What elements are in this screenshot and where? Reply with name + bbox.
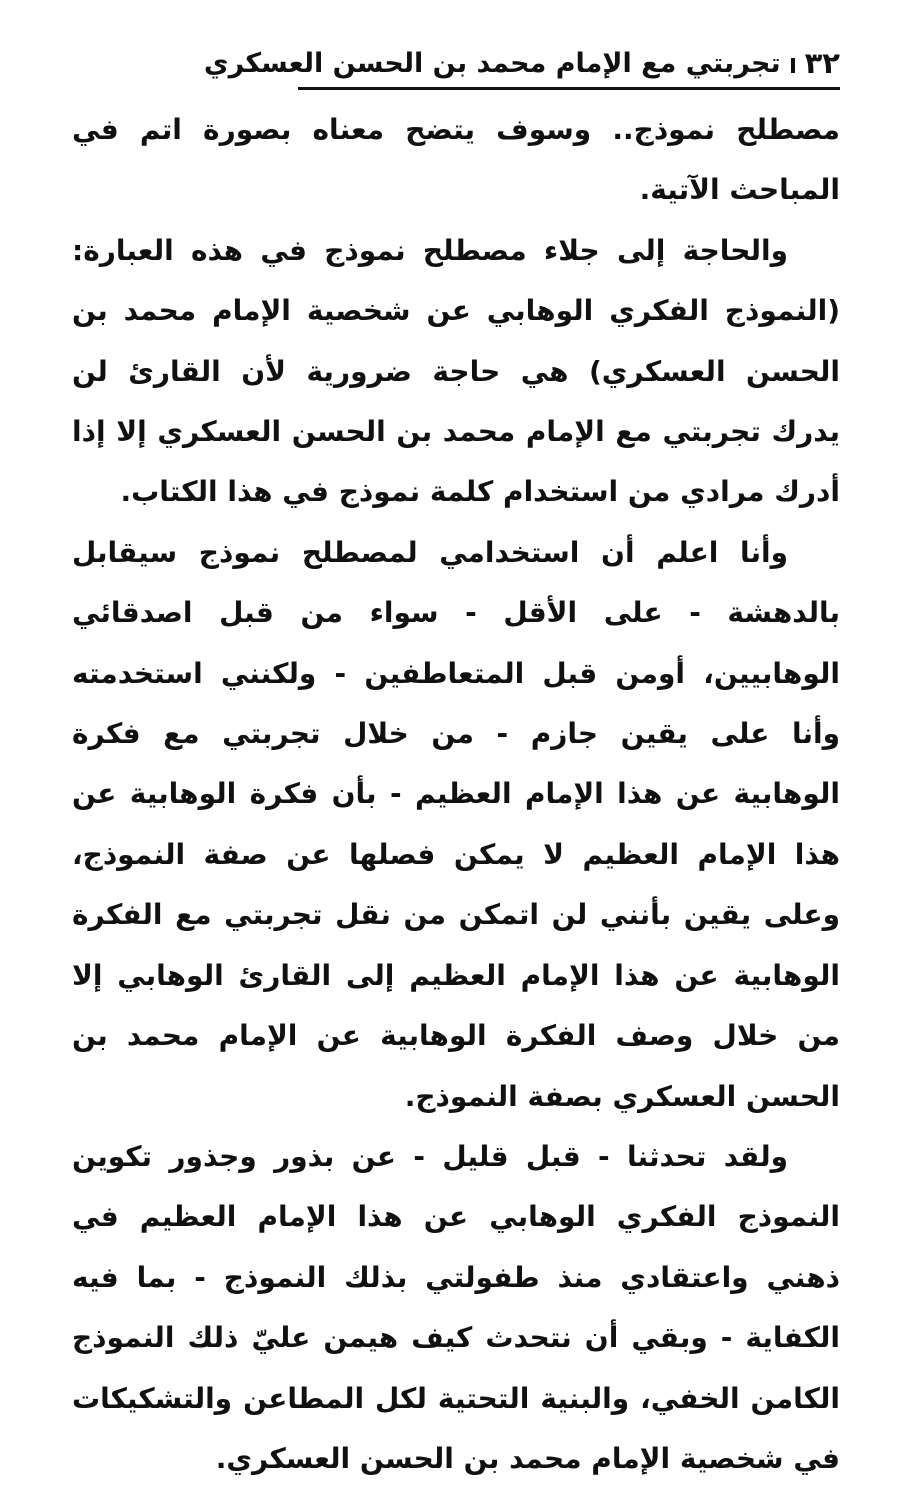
- paragraph-continuation: مصطلح نموذج.. وسوف يتضح معناه بصورة اتم في المباحث الآتية.: [72, 113, 840, 207]
- page-number: ٣٢: [804, 46, 840, 80]
- header-rule: [298, 87, 840, 90]
- running-header: [203, 40, 840, 86]
- paragraph: والحاجة إلى جلاء مصطلح نموذج في هذه العبارة: (النموذج الفكري الوهابي عن شخصية الإمام محمد بن الحسن العسكري) هي حاجة ضرورية لأن القارئ لن يدرك تجربتي مع الإمام محمد بن الحسن العسكري إلا إذا أدرك مرادي من استخدام كلمة نموذج في هذا الكتاب.: [72, 233, 840, 509]
- paragraph: ولقد تحدثنا - قبل قليل - عن بذور وجذور تكوين النموذج الفكري الوهابي عن هذا الإمام العظيم في ذهني واعتقادي منذ طفولتي بذلك النموذج - بما فيه الكفاية - وبقي أن نتحدث كيف هيمن عليّ ذلك النموذج الكامن الخفي، والبنية التحتية لكل المطاعن والتشكيكات في شخصية الإمام محمد بن الحسن العسكري.: [72, 1139, 840, 1475]
- running-title: تجربتي مع الإمام محمد بن الحسن العسكري: [203, 47, 781, 79]
- body-text: [72, 100, 840, 1489]
- square-icon: [791, 58, 795, 73]
- paragraph: وأنا اعلم أن استخدامي لمصطلح نموذج سيقابل بالدهشة - على الأقل - سواء من قبل اصدقائي الوهابيين، أومن قبل المتعاطفين - ولكنني استخدمته وأنا على يقين جازم - من خلال تجربتي مع فكرة الوهابية عن هذا الإمام العظيم - بأن فكرة الوهابية عن هذا الإمام العظيم لا يمكن فصلها عن صفة النموذج، وعلى يقين بأنني لن اتمكن من نقل تجربتي مع الفكرة الوهابية عن هذا الإمام العظيم إلى القارئ الوهابي إلا من خلال وصف الفكرة الوهابية عن الإمام محمد بن الحسن العسكري بصفة النموذج.: [72, 535, 840, 1113]
